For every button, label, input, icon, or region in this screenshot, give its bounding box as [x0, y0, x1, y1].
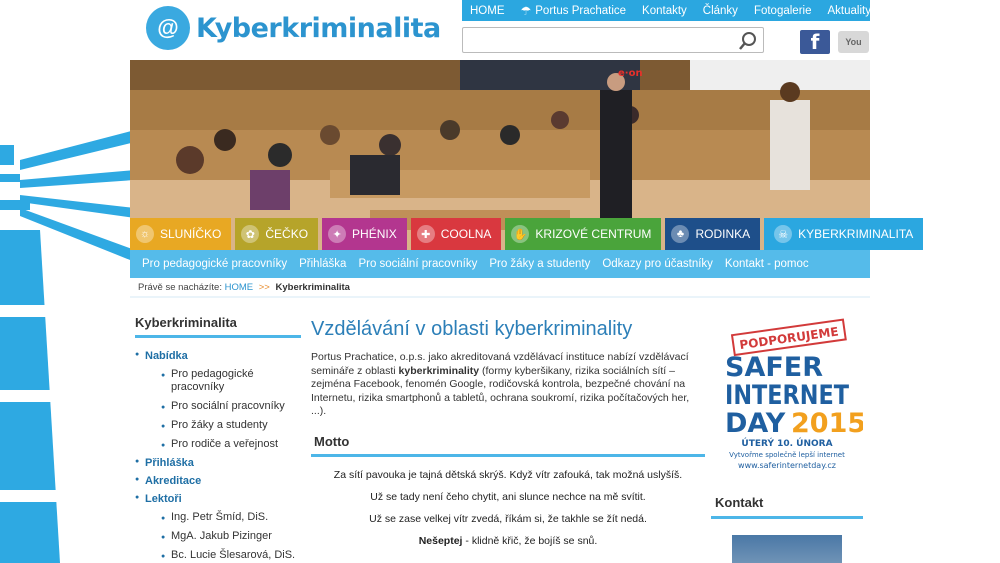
promo-url: www.saferinternetday.cz: [738, 461, 836, 470]
facebook-icon[interactable]: f: [800, 30, 830, 54]
search-box: [462, 27, 764, 53]
page-container: [130, 0, 914, 563]
top-nav-label: Články: [702, 4, 738, 17]
tab-label: SLUNÍČKO: [160, 227, 222, 241]
eon-sign: e·on: [618, 68, 643, 79]
intro-text-a: Portus Prachatice, o.p.s. jako akreditovaná vzdělávací instituce nabízí vzdělávací semináře z oblasti: [311, 351, 689, 377]
promo-badge: PODPORUJEME: [738, 324, 840, 353]
sidebar-item-socialni[interactable]: ● Pro sociální pracovníky: [135, 400, 301, 413]
promo-date: ÚTERÝ 10. ÚNORA: [741, 439, 833, 449]
section-navigation: [130, 250, 870, 278]
tab-rodinka[interactable]: [665, 218, 760, 250]
logo-mark-icon: @: [146, 6, 190, 50]
breadcrumb-current: Kyberkriminalita: [275, 282, 350, 293]
sidebar-item-lektori[interactable]: ● Lektoři: [135, 493, 301, 505]
poem-line: [311, 535, 705, 547]
sidebar-item-pedagogicke[interactable]: ● Pro pedagogické pracovníky: [135, 368, 301, 394]
promo-line1: SAFER: [725, 352, 824, 383]
top-nav-label: Fotogalerie: [753, 4, 812, 17]
tab-krizove-centrum[interactable]: [505, 218, 661, 250]
portus-logo-icon: ☂: [520, 3, 532, 18]
sidebar-item-prihlaska[interactable]: ● Přihláška: [135, 457, 301, 469]
sidebar-item-lektor-pizinger[interactable]: ● MgA. Jakub Pizinger: [135, 530, 301, 543]
top-nav-label: Kontakty: [642, 4, 687, 17]
motto-poem: [311, 469, 705, 547]
tab-kyberkriminalita[interactable]: [764, 218, 923, 250]
top-nav-home[interactable]: [462, 5, 513, 17]
contact-heading: Kontakt: [711, 495, 863, 519]
section-nav-pedagogicke[interactable]: Pro pedagogické pracovníky: [142, 258, 288, 270]
tab-phenix[interactable]: [322, 218, 407, 250]
sidebar-item-zaci[interactable]: ● Pro žáky a studenty: [135, 419, 301, 432]
promo-slogan: Vytvořme společně lepší internet: [729, 451, 845, 459]
lighthouse-illustration: [0, 130, 135, 563]
logo-text: Kyberkriminalita: [196, 12, 441, 44]
intro-paragraph: [311, 351, 705, 419]
section-nav-socialni[interactable]: Pro sociální pracovníky: [358, 258, 478, 270]
promo-year: 2015: [791, 408, 863, 439]
breadcrumb: [130, 278, 870, 298]
promo-line3: DAY: [725, 408, 786, 439]
top-navigation: [462, 0, 870, 21]
top-nav-clanky[interactable]: [695, 5, 746, 17]
tab-slunicko[interactable]: [130, 218, 231, 250]
main-content: [311, 318, 705, 557]
tab-coolna[interactable]: [411, 218, 502, 250]
intro-text-b: (formy kyberšikany, rizika sociálních sítí – zejména Facebook, fenomén Google, rodičovská kontrola, bezpečné chování na Internetu, rizika smartphonů a tabletů, ochrana soukromí, rizika počítačových her, ...).: [311, 364, 690, 417]
figure-icon: ✚: [417, 225, 435, 243]
sun-icon: ☼: [136, 225, 154, 243]
family-icon: ♣: [671, 225, 689, 243]
right-column: [711, 318, 863, 563]
left-sidebar: [135, 315, 301, 563]
top-nav-fotogalerie[interactable]: [746, 5, 820, 17]
section-nav-odkazy[interactable]: Odkazy pro účastníky: [602, 258, 713, 270]
section-nav-kontakt[interactable]: Kontakt - pomoc: [724, 258, 809, 270]
breadcrumb-prefix: Právě se nacházíte:: [138, 282, 222, 293]
pirate-icon: ☠: [774, 225, 792, 243]
page-title: Vzdělávání v oblasti kyberkriminality: [311, 318, 633, 340]
top-nav-label: Aktuality: [827, 4, 871, 17]
poem-line-rest: - klidně křič, že bojíš se snů.: [462, 534, 598, 547]
section-nav-prihlaska[interactable]: Přihláška: [299, 258, 347, 270]
poem-line: Už se zase velkej vítr zvedá, říkám si, že takhle se žít nedá.: [369, 512, 647, 525]
breadcrumb-separator: >>: [258, 282, 270, 293]
top-nav-aktuality[interactable]: [819, 5, 878, 17]
motto-heading: Motto: [311, 431, 705, 457]
section-nav-zaci[interactable]: Pro žáky a studenty: [489, 258, 591, 270]
tab-label: ČEČKO: [265, 227, 309, 241]
tab-label: COOLNA: [440, 227, 492, 241]
sidebar-item-akreditace[interactable]: ● Akreditace: [135, 475, 301, 487]
youtube-icon[interactable]: You: [838, 31, 869, 53]
tab-cecko[interactable]: [235, 218, 318, 250]
poem-line: Za sítí pavouka je tajná dětská skrýš. Když vítr zafouká, tak možná uslyšíš.: [333, 468, 683, 481]
poem-bold-word: Nešeptej: [418, 534, 463, 547]
hands-icon: ✋: [511, 225, 529, 243]
poem-line: Už se tady není čeho chytit, ani slunce nechce na mě svítit.: [370, 490, 646, 503]
sidebar-menu: [135, 350, 301, 562]
top-nav-portus[interactable]: [513, 4, 635, 18]
tab-label: RODINKA: [695, 227, 751, 241]
top-nav-label: Portus Prachatice: [535, 4, 627, 17]
search-input[interactable]: [467, 31, 732, 49]
promo-line2: INTERNET: [725, 380, 850, 411]
tab-label: PHÉNIX: [352, 227, 397, 241]
site-header: [130, 0, 870, 60]
top-nav-kontakty[interactable]: [634, 5, 695, 17]
bird-icon: ✦: [328, 225, 346, 243]
tab-label: KYBERKRIMINALITA: [798, 227, 914, 241]
top-nav-label: HOME: [470, 4, 505, 17]
sidebar-item-rodice[interactable]: ● Pro rodiče a veřejnost: [135, 438, 301, 451]
breadcrumb-home-link[interactable]: HOME: [224, 282, 254, 293]
site-logo[interactable]: [146, 6, 441, 50]
intro-keyword: kyberkriminality: [398, 364, 480, 377]
sidebar-title: Kyberkriminalita: [135, 315, 301, 338]
contact-photo: [732, 535, 842, 563]
sidebar-item-lektor-slesarova[interactable]: ● Bc. Lucie Šlesarová, DiS.: [135, 549, 301, 562]
search-icon[interactable]: [737, 30, 759, 52]
leaf-icon: ✿: [241, 225, 259, 243]
sidebar-item-nabidka[interactable]: ● Nabídka: [135, 350, 301, 362]
sub-site-tabs: [130, 218, 914, 250]
tab-label: KRIZOVÉ CENTRUM: [535, 227, 652, 241]
safer-internet-day-banner[interactable]: [711, 318, 863, 476]
sidebar-item-lektor-smid[interactable]: ● Ing. Petr Šmíd, DiS.: [135, 511, 301, 524]
